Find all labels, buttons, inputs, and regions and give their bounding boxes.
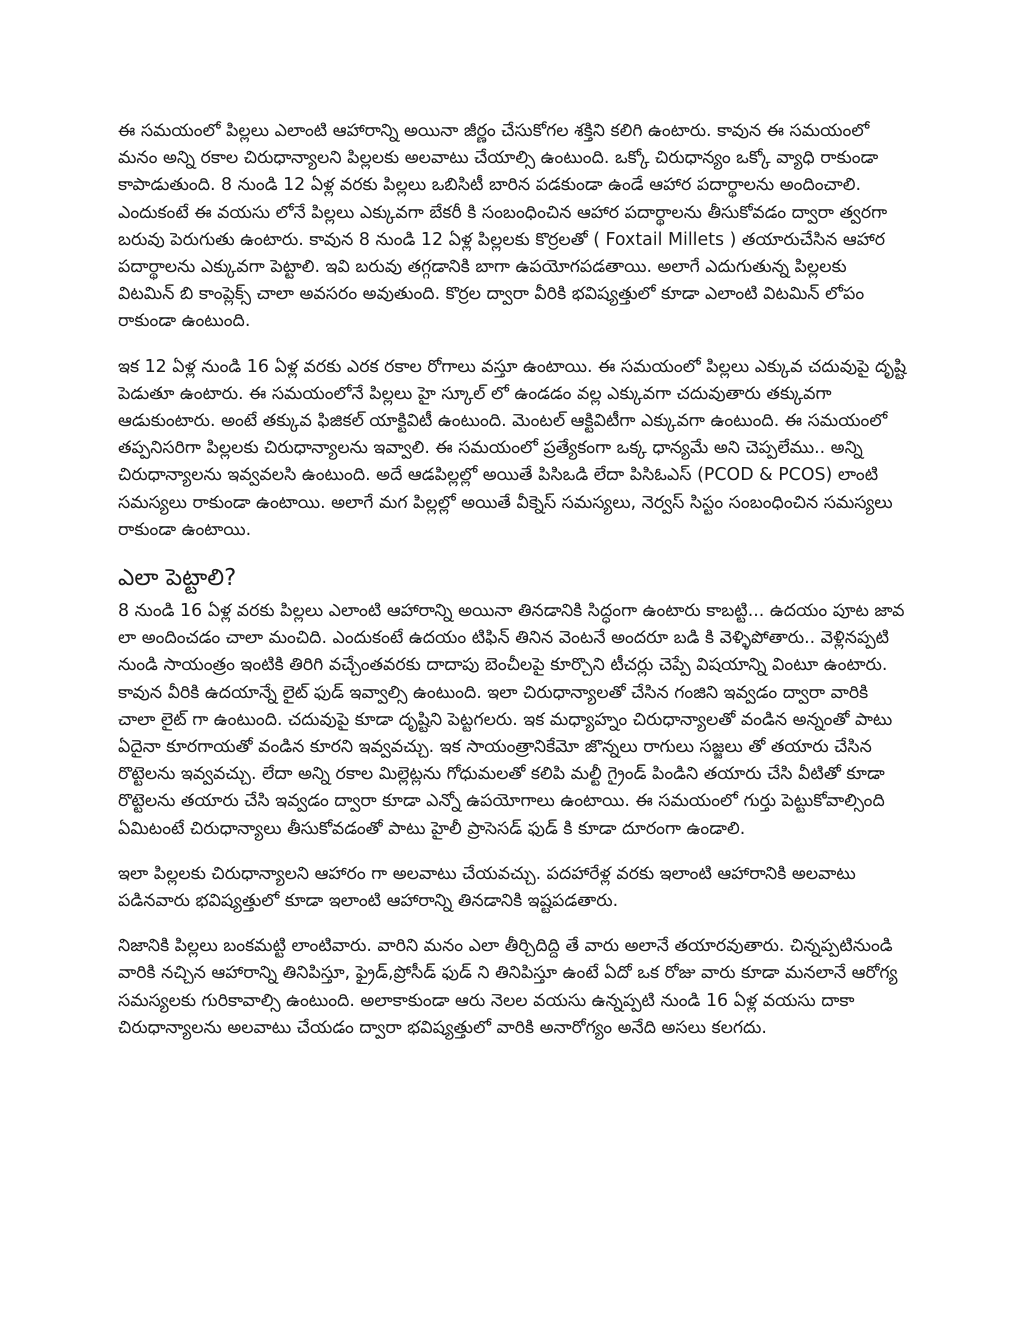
paragraph-how-to-serve: 8 నుండి 16 ఏళ్ల వరకు పిల్లలు ఎలాంటి ఆహారాన్ని అయినా తినడానికి సిద్ధంగా ఉంటారు కాబట్టి... ఉదయం పూట జావ లా అందించడం చాలా మంచిది. ఎందుకంటే ఉదయం టిఫిన్ తినిన వెంటనే అందరూ బడి కి వెళ్ళిపోతారు.. వెళ్లినప్పటి నుండి సాయంత్రం ఇంటికి తిరిగి వచ్చేంతవరకు దాదాపు బెంచీలపై కూర్చొని టీచర్లు చెప్పే విషయాన్ని వింటూ ఉంటారు. కావున వీరికి ఉదయాన్నే లైట్ ఫుడ్ ఇవ్వాల్సి ఉంటుంది. ఇలా చిరుధాన్యాలతో చేసిన గంజిని ఇవ్వడం ద్వారా వారికి చాలా లైట్ గా ఉంటుంది. చదువుపై కూడా దృష్టిని పెట్టగలరు. ఇక మధ్యాహ్నం చిరుధాన్యాలతో వండిన అన్నంతో పాటు ఏదైనా కూరగాయతో వండిన కూరని ఇవ్వవచ్చు. ఇక సాయంత్రానికేమో జొన్నలు రాగులు సజ్జలు తో తయారు చేసిన రొట్టెలను ఇవ్వవచ్చు. లేదా అన్ని రకాల మిల్లెట్లను గోధుమలతో కలిపి మల్టీ గ్రైండ్ పిండిని తయారు చేసి వీటితో కూడా రొట్టెలను తయారు చేసి ఇవ్వడం ద్వారా కూడా ఎన్నో ఉపయోగాలు ఉంటాయి. ఈ సమయంలో గుర్తు పెట్టుకోవాల్సింది ఏమిటంటే చిరుధాన్యాలు తీసుకోవడంతో పాటు హైలీ ప్రాసెసడ్ ఫుడ్ కి కూడా దూరంగా ఉండాలి. — [118, 601, 905, 839]
section-heading: ఎలా పెట్టాలి? — [118, 565, 237, 592]
document-page — [118, 118, 908, 1060]
paragraph-teen-years: ఇక 12 ఏళ్ల నుండి 16 ఏళ్ల వరకు ఎరక రకాల రోగాలు వస్తూ ఉంటాయి. ఈ సమయంలో పిల్లలు ఎక్కువ చదువుపై దృష్టి పెడుతూ ఉంటారు. ఈ సమయంలోనే పిల్లలు హై స్కూల్ లో ఉండడం వల్ల ఎక్కువగా చదువుతారు తక్కువగా ఆడుకుంటారు. అంటే తక్కువ ఫిజికల్ యాక్టివిటీ ఉంటుంది. మెంటల్ ఆక్టివిటీగా ఎక్కువగా ఉంటుంది. ఈ సమయంలో తప్పనిసరిగా పిల్లలకు చిరుధాన్యాలను ఇవ్వాలి. ఈ సమయంలో ప్రత్యేకంగా ఒక్క ధాన్యమే అని చెప్పలేము.. అన్ని చిరుధాన్యాలను ఇవ్వవలసి ఉంటుంది. అదే ఆడపిల్లల్లో అయితే పిసిఒడి లేదా పిసిఓఎస్ (PCOD & PCOS) లాంటి సమస్యలు రాకుండా ఉంటాయి. అలాగే మగ పిల్లల్లో అయితే వీక్నెస్ సమస్యలు, నెర్వస్ సిస్టం సంబంధించిన సమస్యలు రాకుండా ఉంటాయి. — [118, 356, 907, 540]
paragraph-foxtail-millets: ఈ సమయంలో పిల్లలు ఎలాంటి ఆహారాన్ని అయినా జీర్ణం చేసుకోగల శక్తిని కలిగి ఉంటారు. కావున ఈ సమయంలో మనం అన్ని రకాల చిరుధాన్యాలని పిల్లలకు అలవాటు చేయాల్సి ఉంటుంది. ఒక్కో చిరుధాన్యం ఒక్కో వ్యాధి రాకుండా కాపాడుతుంది. 8 నుండి 12 ఏళ్ల వరకు పిల్లలు ఒబిసిటీ బారిన పడకుండా ఉండే ఆహార పదార్థాలను అందించాలి. ఎందుకంటే ఈ వయసు లోనే పిల్లలు ఎక్కువగా బేకరీ కి సంబంధించిన ఆహార పదార్థాలను తీసుకోవడం ద్వారా త్వరగా బరువు పెరుగుతు ఉంటారు. కావున 8 నుండి 12 ఏళ్ల పిల్లలకు కొర్రలతో ( Foxtail Millets ) తయారుచేసిన ఆహార పదార్థాలను ఎక్కువగా పెట్టాలి. ఇవి బరువు తగ్గడానికి బాగా ఉపయోగపడతాయి. అలాగే ఎదుగుతున్న పిల్లలకు విటమిన్ బి కాంప్లెక్స్ చాలా అవసరం అవుతుంది. కొర్రల ద్వారా వీరికి భవిష్యత్తులో కూడా ఎలాంటి విటమిన్ లోపం రాకుండా ఉంటుంది. — [118, 121, 888, 332]
paragraph-habit: ఇలా పిల్లలకు చిరుధాన్యాలని ఆహారం గా అలవాటు చేయవచ్చు. పదహారేళ్ల వరకు ఇలాంటి ఆహారానికి అలవాటు పడినవారు భవిష్యత్తులో కూడా ఇలాంటి ఆహారాన్ని తినడానికి ఇష్టపడతారు. — [118, 863, 856, 912]
paragraph-conclusion: నిజానికి పిల్లలు బంకమట్టి లాంటివారు. వారిని మనం ఎలా తీర్చిదిద్ది తే వారు అలానే తయారవుతారు. చిన్నప్పటినుండి వారికి నచ్చిన ఆహారాన్ని తినిపిస్తూ, ఫ్రైడ్,ప్రోసీడ్ ఫుడ్ ని తినిపిస్తూ ఉంటే ఏదో ఒక రోజు వారు కూడా మనలానే ఆరోగ్య సమస్యలకు గురికావాల్సి ఉంటుంది. అలాకాకుండా ఆరు నెలల వయసు ఉన్నప్పటి నుండి 16 ఏళ్ల వయసు దాకా చిరుధాన్యాలను అలవాటు చేయడం ద్వారా భవిష్యత్తులో వారికి అనారోగ్యం అనేది అసలు కలగదు. — [118, 936, 898, 1038]
